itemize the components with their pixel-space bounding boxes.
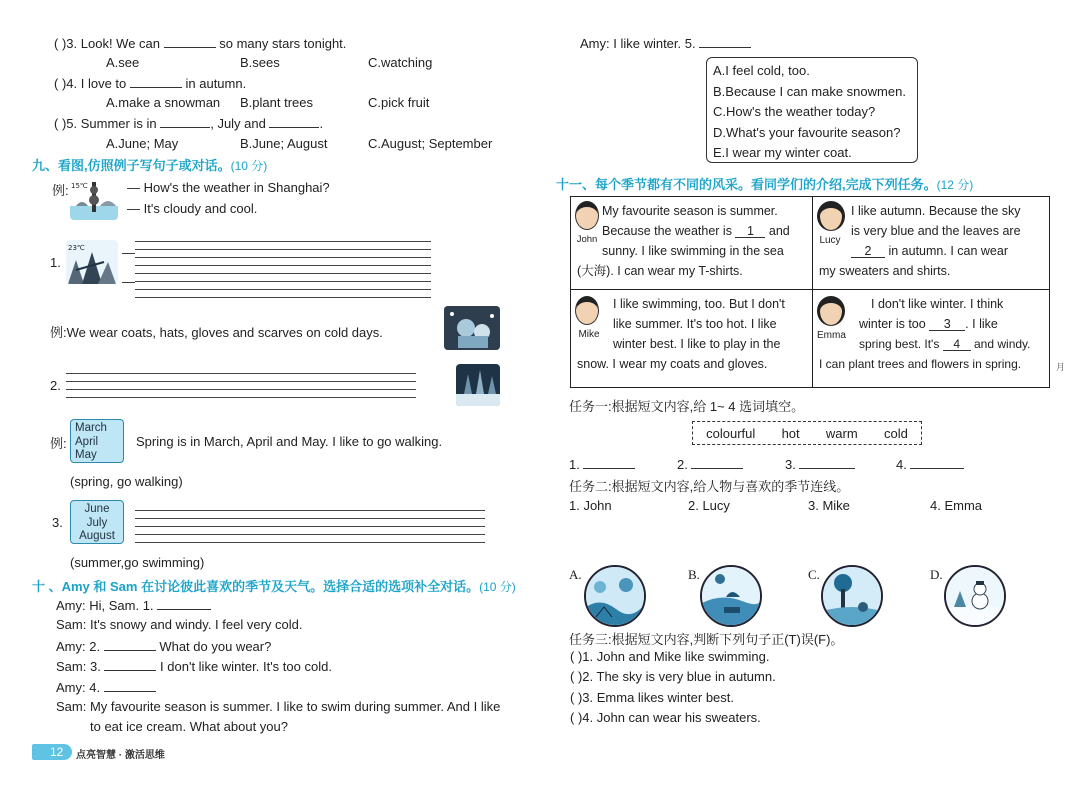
blank-4[interactable]: 4 [943, 338, 971, 351]
dialog-text: Hi, Sam. 1. [89, 598, 158, 613]
answer-blank[interactable] [157, 597, 211, 610]
season-letter-d: D. [930, 567, 943, 582]
text-line: and windy. [970, 337, 1031, 351]
winter-trees-image [456, 364, 500, 406]
blank-1[interactable]: 1 [735, 225, 765, 238]
answer-blank[interactable] [910, 456, 964, 469]
dialog-line-5 [56, 679, 156, 695]
lucy-card [813, 197, 1049, 289]
person-mike[interactable]: 3. Mike [808, 498, 850, 513]
months-box-spring [70, 419, 124, 463]
example-label: 例: [50, 436, 67, 451]
example-2 [50, 322, 383, 341]
mike-avatar [575, 296, 603, 345]
blank-2[interactable]: 2 [851, 245, 885, 258]
section-score: (12 分) [936, 178, 974, 192]
section-10-title [32, 576, 516, 595]
section-title-text: 十 、Amy 和 Sam 在讨论彼此喜欢的季节及天气。选择合适的选项补全对话。 [32, 579, 480, 594]
text-line: in autumn. I can wear [885, 244, 1008, 258]
answer-blank[interactable] [130, 75, 182, 88]
person-lucy[interactable]: 2. Lucy [688, 498, 730, 513]
answer-blank[interactable] [104, 638, 156, 651]
introduction-grid [570, 196, 1050, 388]
text-line: . I like [965, 317, 998, 331]
section-score: (10 分) [230, 159, 268, 173]
text-line: spring best. It's [859, 337, 943, 351]
dialog-text: It's snowy and windy. I feel very cold. [89, 617, 303, 632]
answer-number: 2. [677, 457, 688, 472]
answer-blank[interactable] [583, 456, 635, 469]
dialog-line-2 [56, 617, 302, 632]
option-item: B.Because I can make snowmen. [713, 83, 906, 99]
temperature-label: 23℃ [68, 244, 85, 252]
season-image-d[interactable] [944, 565, 1006, 627]
temperature-label: 15℃ [71, 182, 88, 190]
word-option: cold [883, 425, 908, 441]
dialog-text: I don't like winter. It's too cold. [156, 659, 332, 674]
text-line: my sweaters and shirts. [819, 264, 951, 278]
person-emma[interactable]: 4. Emma [930, 498, 983, 513]
text-line: I like swimming, too. But I don't [613, 297, 785, 311]
page-number-tab [32, 744, 72, 760]
person-face-icon [575, 201, 599, 230]
dialog-line-4 [56, 658, 332, 674]
task-1-answer-3 [785, 456, 855, 472]
option-c: C.August; September [368, 136, 493, 151]
text-line: winter is too [859, 317, 930, 331]
season-image-c[interactable] [821, 565, 883, 627]
month-label: July [86, 516, 108, 529]
answer-paren[interactable]: ( )3. [54, 36, 78, 51]
option-item: C.How's the weather today? [713, 104, 876, 119]
footer-brand: 点亮智慧 · 激活思维 [76, 750, 165, 761]
section-9-title [32, 155, 267, 174]
tf-statement: Emma likes winter best. [596, 690, 735, 705]
task-1-answer-4 [896, 456, 964, 472]
example-hint: (spring, go walking) [70, 474, 183, 489]
emma-avatar [817, 296, 845, 346]
item-hint: (summer,go swimming) [70, 555, 205, 570]
person-name: Emma [817, 330, 846, 341]
question-text: Look! We can [80, 36, 164, 51]
speaker: Amy: [56, 680, 86, 695]
answer-blank[interactable] [164, 35, 216, 48]
text-line: sunny. I like swimming in the sea [602, 244, 784, 258]
answer-paren[interactable]: ( )1. [570, 649, 594, 664]
speaker: Amy: [56, 598, 86, 613]
answer-blank[interactable] [104, 658, 156, 671]
example-line-1: — How's the weather in Shanghai? [127, 180, 330, 195]
tf-item-3 [570, 690, 734, 705]
month-label: May [75, 449, 97, 461]
emma-card [813, 290, 1049, 387]
page-number: 12 [50, 745, 64, 759]
john-avatar [575, 201, 599, 250]
text-line: winter best. I like to play in the [613, 337, 781, 351]
section-11-title [556, 174, 973, 193]
option-c: C.watching [368, 55, 433, 70]
dash: — [122, 245, 135, 260]
task-1-answer-2 [677, 456, 743, 472]
answer-paren[interactable]: ( )3. [570, 690, 594, 705]
season-letter-c: C. [808, 567, 820, 582]
answer-number: 1. [569, 457, 580, 472]
answer-blank[interactable] [160, 115, 210, 128]
answer-blank[interactable] [799, 456, 855, 469]
writing-lines[interactable] [66, 366, 416, 398]
answer-number: 3. [785, 457, 796, 472]
mike-card [571, 290, 812, 387]
lucy-avatar [817, 201, 843, 251]
question-text: so many stars tonight. [215, 36, 347, 51]
options-box [706, 57, 918, 163]
text-line: snow. I wear my coats and gloves. [577, 357, 768, 371]
person-face-icon [817, 296, 845, 326]
writing-lines[interactable] [135, 503, 485, 543]
speaker: Sam: [56, 617, 87, 632]
dialog-text: 3. [89, 659, 105, 674]
tf-statement: John and Mike like swimming. [596, 649, 770, 664]
person-face-icon [575, 296, 599, 325]
dialog-text: What do you wear? [155, 639, 272, 654]
text-line: is very blue and the leaves are [851, 224, 1021, 238]
example-text: Spring is in March, April and May. I like to go walking. [136, 434, 443, 449]
month-label: April [75, 435, 99, 448]
item-number: 1. [50, 255, 61, 270]
question-text: . [319, 116, 324, 131]
example-label: 例: [52, 183, 69, 198]
task-3-title: 任务三:根据短文内容,判断下列句子正(T)误(F)。 [569, 632, 844, 647]
writing-lines[interactable] [135, 234, 431, 298]
word-option: warm [825, 425, 858, 441]
john-card [571, 197, 812, 289]
question-5 [54, 115, 323, 131]
task-1-title: 任务一:根据短文内容,给 1~ 4 选词填空。 [569, 399, 805, 414]
option-a: A.June; May [106, 136, 179, 151]
text-line: Because the weather is [602, 224, 736, 238]
shanghai-tower-image [70, 176, 118, 220]
answer-paren[interactable]: ( )4. [570, 710, 594, 725]
option-item: A.I feel cold, too. [713, 63, 810, 78]
dialog-line-3 [56, 638, 271, 654]
month-label: March [75, 422, 107, 434]
season-letter-a: A. [569, 567, 582, 582]
option-c: C.pick fruit [368, 95, 430, 110]
question-text: , July and [210, 116, 270, 131]
dash: — [122, 274, 135, 289]
tf-item-2 [570, 669, 776, 684]
task-1-answer-1 [569, 456, 635, 472]
answer-blank[interactable] [691, 456, 743, 469]
tf-statement: The sky is very blue in autumn. [596, 669, 776, 684]
blank-3[interactable]: 3 [929, 318, 965, 331]
answer-paren[interactable]: ( )4. [54, 76, 78, 91]
option-a: A.make a snowman [106, 95, 221, 110]
text-line: I can plant trees and flowers in spring. [819, 357, 1022, 371]
answer-blank[interactable] [269, 115, 319, 128]
answer-paren[interactable]: ( )5. [54, 116, 78, 131]
section-score: (10 分) [479, 580, 516, 594]
question-text: Summer is in [80, 116, 161, 131]
weather-city-image [66, 240, 118, 284]
word-option: hot [781, 425, 800, 441]
person-name: Lucy [819, 235, 841, 246]
option-b: B.June; August [240, 136, 328, 151]
task-2-title: 任务二:根据短文内容,给人物与喜欢的季节连线。 [569, 479, 850, 494]
answer-paren[interactable]: ( )2. [570, 669, 594, 684]
item-number: 2. [50, 378, 61, 393]
question-text: in autumn. [181, 76, 247, 91]
margin-mark: 月 [1056, 362, 1066, 372]
month-label: June [84, 503, 110, 515]
question-4 [54, 75, 246, 91]
text-line: My favourite season is summer. [602, 204, 778, 218]
answer-blank[interactable] [699, 35, 751, 48]
dialog-line-6 [56, 699, 500, 714]
section-title-text: 九、看图,仿照例子写句子或对话。 [32, 158, 231, 173]
text-line: (大海). I can wear my T-shirts. [577, 264, 743, 278]
dialog-text: Amy: I like winter. 5. [580, 36, 700, 51]
section-title-text: 十一、每个季节都有不同的风采。看同学们的介绍,完成下列任务。 [556, 177, 937, 192]
word-bank [692, 421, 922, 445]
question-text: I love to [80, 76, 130, 91]
season-image-a[interactable] [584, 565, 646, 627]
option-item: E.I wear my winter coat. [713, 145, 852, 160]
dialog-text: 2. [89, 639, 104, 654]
option-item: D.What's your favourite season? [713, 124, 901, 140]
dialog-line-amy-5 [580, 35, 751, 51]
cold-day-image [444, 306, 500, 350]
months-box-summer [70, 500, 124, 544]
example-text: We wear coats, hats, gloves and scarves on cold days. [66, 325, 383, 340]
speaker: Sam: [56, 659, 87, 674]
example-label: 例: [50, 325, 67, 340]
text-line: and [765, 224, 790, 238]
season-image-b[interactable] [700, 565, 762, 627]
question-3 [54, 35, 346, 51]
person-name: John [576, 234, 598, 245]
tf-item-1 [570, 649, 769, 664]
person-john[interactable]: 1. John [569, 498, 612, 513]
text-line: like summer. It's too hot. I like [613, 317, 777, 331]
dialog-line-6-cont: to eat ice cream. What about you? [90, 719, 288, 734]
text-line: I like autumn. Because the sky [851, 204, 1021, 218]
season-letter-b: B. [688, 567, 700, 582]
speaker: Amy: [56, 639, 86, 654]
speaker: Sam: [56, 699, 87, 714]
tf-item-4 [570, 710, 761, 725]
option-b: B.plant trees [240, 95, 313, 110]
item-number: 3. [52, 515, 63, 530]
dialog-text: 4. [89, 680, 104, 695]
example-line-2: — It's cloudy and cool. [127, 201, 258, 216]
answer-number: 4. [896, 457, 907, 472]
dialog-line-1 [56, 597, 211, 613]
answer-blank[interactable] [104, 679, 156, 692]
month-label: August [79, 530, 115, 542]
option-b: B.sees [240, 55, 280, 70]
text-line: I don't like winter. I think [871, 297, 1004, 311]
option-a: A.see [106, 55, 140, 70]
person-name: Mike [578, 329, 600, 340]
word-option: colourful [706, 425, 756, 441]
dialog-text: My favourite season is summer. I like to swim during summer. And I like [89, 699, 501, 714]
person-face-icon [817, 201, 845, 231]
tf-statement: John can wear his sweaters. [596, 710, 761, 725]
